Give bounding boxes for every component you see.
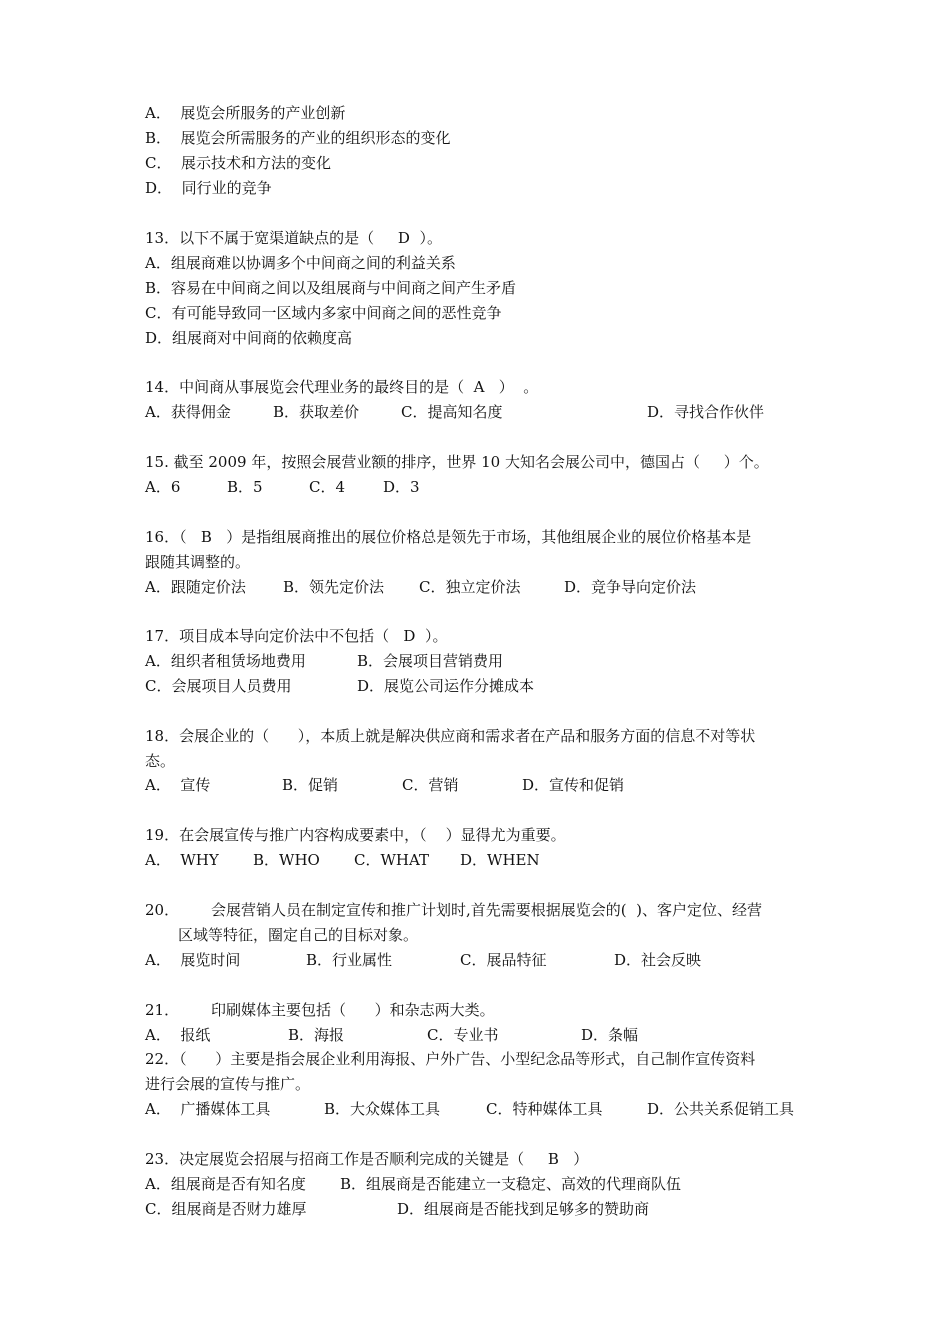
option-b: B．组展商是否能建立一支稳定、高效的代理商队伍 (340, 1175, 682, 1193)
option-c: C．会展项目人员费用 (145, 677, 292, 695)
option-b: B．海报 (288, 1026, 345, 1044)
option-a: A． 宣传 (145, 776, 211, 794)
option-a: A．组织者租赁场地费用 (145, 652, 306, 670)
option-b: B．获取差价 (273, 403, 360, 421)
option-b: B．大众媒体工具 (324, 1100, 441, 1118)
option-a: A． WHY (145, 851, 219, 869)
option-b: B．WHO (253, 851, 320, 869)
question-text: 14．中间商从事展览会代理业务的最终目的是（ A ） 。 (145, 378, 539, 396)
option-d: D．组展商是否能找到足够多的赞助商 (397, 1200, 650, 1218)
question-text: 23．决定展览会招展与招商工作是否顺利完成的关键是（ B ） (145, 1150, 589, 1168)
question-text: 印刷媒体主要包括（ ）和杂志两大类。 (211, 1001, 495, 1019)
question-text: 22．（ ）主要是指会展企业利用海报、户外广告、小型纪念品等形式，自己制作宣传资料 (145, 1050, 756, 1068)
question-number: 20． (145, 901, 180, 919)
option-d: D．公共关系促销工具 (647, 1100, 795, 1118)
option-a: A． 展览时间 (145, 951, 241, 969)
option-b: B．行业属性 (306, 951, 393, 969)
question-text: 17．项目成本导向定价法中不包括（ D ）。 (145, 627, 448, 645)
option-c: C．独立定价法 (419, 578, 521, 596)
option-text: A． 展览会所服务的产业创新 (145, 104, 346, 122)
option-c: C．4 (309, 478, 346, 496)
option-b: B．5 (227, 478, 263, 496)
option-text: B． 展览会所需服务的产业的组织形态的变化 (145, 129, 451, 147)
question-text: 18．会展企业的（ ），本质上就是解决供应商和需求者在产品和服务方面的信息不对等状 (145, 727, 756, 745)
option-c: C．提高知名度 (401, 403, 503, 421)
question-text: 13．以下不属于宽渠道缺点的是（ D ）。 (145, 229, 442, 247)
question-number: 21． (145, 1001, 180, 1019)
option-c: C．营销 (402, 776, 459, 794)
option-a: A．获得佣金 (145, 403, 231, 421)
option-text: C．有可能导致同一区域内多家中间商之间的恶性竞争 (145, 304, 502, 322)
question-text: 会展营销人员在制定宣传和推广计划时,首先需要根据展览会的( )、客户定位、经营 (211, 901, 763, 919)
question-text: 15. 截至 2009 年，按照会展营业额的排序，世界 10 大知名会展公司中，德国占（ ）个。 (145, 453, 769, 471)
option-d: D．条幅 (581, 1026, 639, 1044)
question-text: 态。 (145, 752, 176, 770)
option-text: D．组展商对中间商的依赖度高 (145, 329, 353, 347)
option-d: D．展览公司运作分摊成本 (357, 677, 535, 695)
question-text: 跟随其调整的。 (145, 553, 251, 571)
option-b: B．领先定价法 (283, 578, 385, 596)
option-c: C．展品特征 (460, 951, 547, 969)
option-d: D．WHEN (460, 851, 540, 869)
q23-options-cd (145, 1199, 650, 1279)
question-text: 16．（ B ）是指组展商推出的展位价格总是领先于市场，其他组展企业的展位价格基本是 (145, 528, 752, 546)
option-d: D．社会反映 (614, 951, 702, 969)
option-text: A．组展商难以协调多个中间商之间的利益关系 (145, 254, 456, 272)
option-d: D．寻找合作伙伴 (647, 403, 765, 421)
option-text: B．容易在中间商之间以及组展商与中间商之间产生矛盾 (145, 279, 517, 297)
question-text: 进行会展的宣传与推广。 (145, 1075, 311, 1093)
option-c: C．WHAT (354, 851, 429, 869)
option-a: A． 广播媒体工具 (145, 1100, 271, 1118)
question-text: 19．在会展宣传与推广内容构成要素中，（ ）显得尤为重要。 (145, 826, 566, 844)
option-c: C．组展商是否财力雄厚 (145, 1200, 307, 1218)
option-d: D．宣传和促销 (522, 776, 625, 794)
option-c: C．专业书 (427, 1026, 499, 1044)
option-text: C． 展示技术和方法的变化 (145, 154, 332, 172)
option-b: B．会展项目营销费用 (357, 652, 504, 670)
option-a: A．跟随定价法 (145, 578, 246, 596)
option-a: A． 报纸 (145, 1026, 211, 1044)
option-text: D． 同行业的竞争 (145, 179, 272, 197)
question-text: 区域等特征，圈定自己的目标对象。 (178, 926, 419, 944)
option-a: A．6 (145, 478, 181, 496)
option-d: D．3 (383, 478, 420, 496)
option-b: B．促销 (282, 776, 339, 794)
option-d: D．竞争导向定价法 (564, 578, 697, 596)
option-c: C．特种媒体工具 (486, 1100, 603, 1118)
option-a: A．组展商是否有知名度 (145, 1175, 306, 1193)
